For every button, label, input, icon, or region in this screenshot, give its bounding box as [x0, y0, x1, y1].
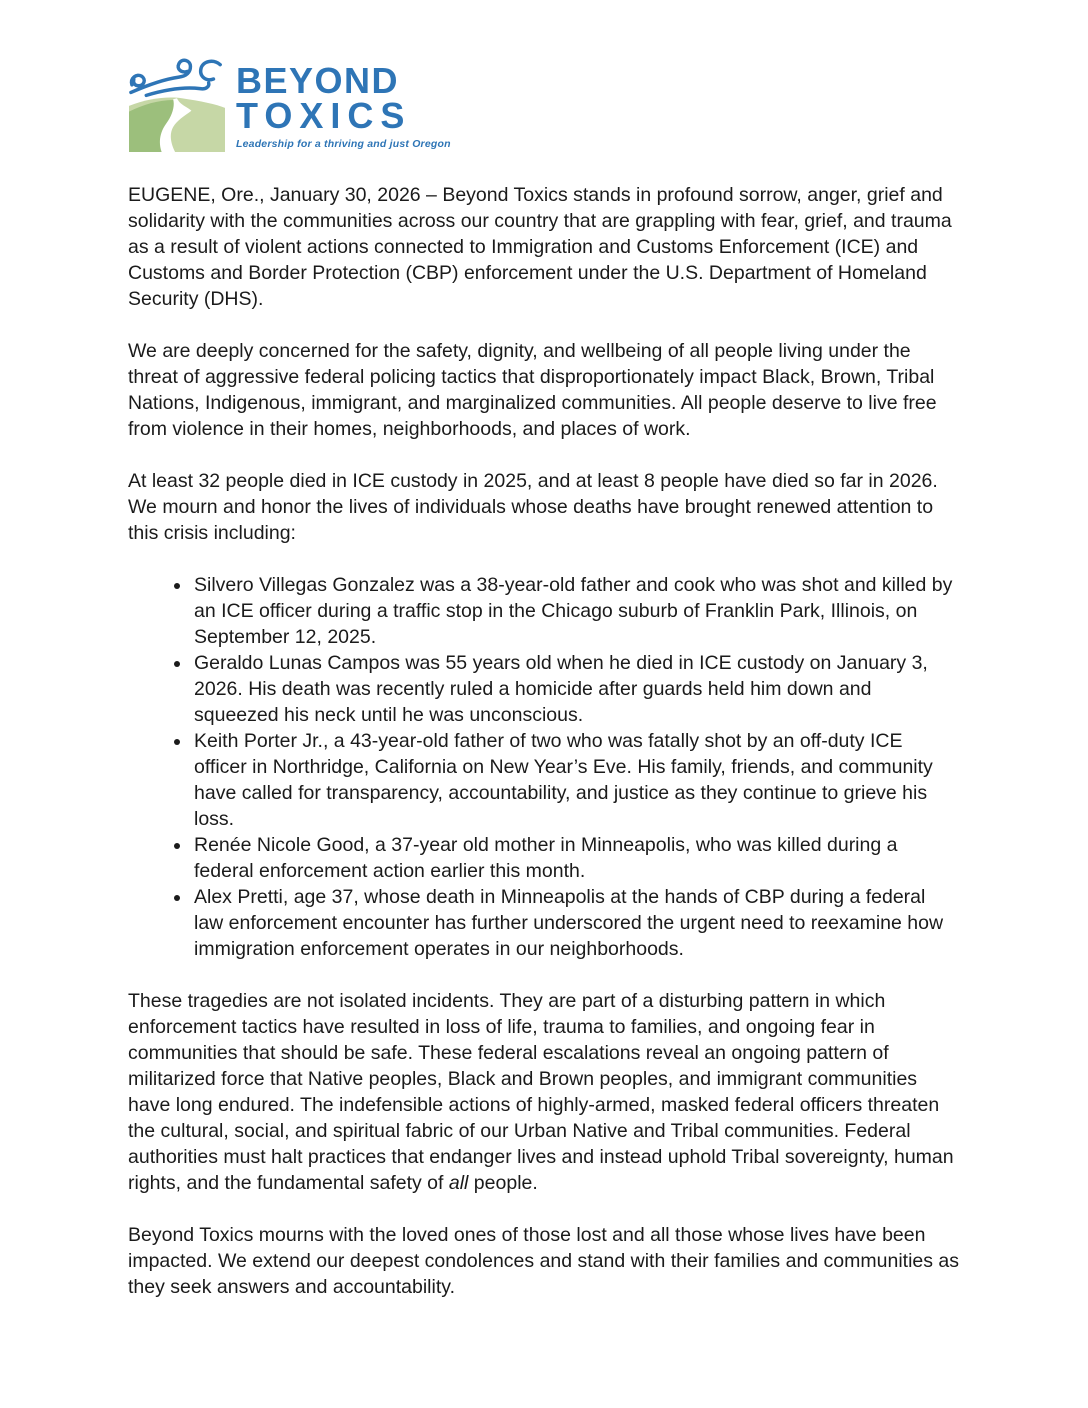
press-release-body — [128, 182, 960, 1300]
paragraph-pattern-emphasis: all — [448, 1172, 469, 1194]
beyond-toxics-logo — [128, 56, 960, 156]
logo-title-beyond: BEYOND — [236, 60, 400, 101]
logo-tagline: Leadership for a thriving and just Oregon — [236, 138, 451, 151]
logo-wordmark — [236, 56, 451, 150]
list-item: • Alex Pretti, age 37, whose death in Minneapolis at the hands of CBP during a federal law enforcement encounter has further underscored the urgent need to reexamine how immigration enforcement operates in our neighborhoods. — [192, 884, 960, 962]
wind-river-landscape-icon — [128, 56, 226, 152]
paragraph-pattern-text: These tragedies are not isolated incidents. They are part of a disturbing pattern in which enforcement tactics have resulted in loss of life, trauma to families, and ongoing fear in communities that should be safe. These federal escalations reveal an ongoing pattern of militarized force that Native peoples, Black and Brown peoples, and immigrant communities have long endured. The indefensible actions of highly-armed, masked federal officers threaten the cultural, social, and spiritual fabric of our Urban Native and Tribal communities. Federal authorities must halt practices that endanger lives and instead uphold Tribal sovereignty, human rights, and the fundamental safety of — [128, 990, 954, 1194]
list-item: • Geraldo Lunas Campos was 55 years old when he died in ICE custody on January 3, 2026. His death was recently ruled a homicide after guards held him down and squeezed his neck until he was unconscious. — [192, 650, 960, 728]
paragraph-concern: We are deeply concerned for the safety, dignity, and wellbeing of all people living under the threat of aggressive federal policing tactics that disproportionately impact Black, Brown, Tribal Nations, Indigenous, immigrant, and marginalized communities. All people deserve to live free from violence in their homes, neighborhoods, and places of work. — [128, 340, 937, 440]
paragraph-condolences: Beyond Toxics mourns with the loved ones of those lost and all those whose lives have been impacted. We extend our deepest condolences and stand with their families and communities as they seek answers and accountability. — [128, 1224, 960, 1298]
paragraph-pattern — [128, 988, 960, 1196]
list-item: • Keith Porter Jr., a 43-year-old father of two who was fatally shot by an off-duty ICE officer in Northridge, California on New Year’s Eve. His family, friends, and community have called for transparency, accountability, and justice as they continue to grieve his loss. — [192, 728, 960, 832]
list-item: • Silvero Villegas Gonzalez was a 38-year-old father and cook who was shot and killed by an ICE officer during a traffic stop in the Chicago suburb of Franklin Park, Illinois, on September 12, 2025. — [192, 572, 960, 650]
paragraph-deaths-intro: At least 32 people died in ICE custody in 2025, and at least 8 people have died so far in 2026. We mourn and honor the lives of individuals whose deaths have brought renewed attention to this crisis including: — [128, 470, 938, 544]
victims-list — [128, 572, 960, 962]
paragraph-dateline: EUGENE, Ore., January 30, 2026 – Beyond Toxics stands in profound sorrow, anger, grief and solidarity with the communities across our country that are grappling with fear, grief, and trauma as a result of violent actions connected to Immigration and Customs Enforcement (ICE) and Customs and Border Protection (CBP) enforcement under the U.S. Department of Homeland Security (DHS). — [128, 184, 952, 310]
list-item: • Renée Nicole Good, a 37-year old mother in Minneapolis, who was killed during a federal enforcement action earlier this month. — [192, 832, 960, 884]
logo-title-toxics: TOXICS — [236, 95, 412, 137]
paragraph-pattern-tail: people. — [468, 1172, 538, 1194]
